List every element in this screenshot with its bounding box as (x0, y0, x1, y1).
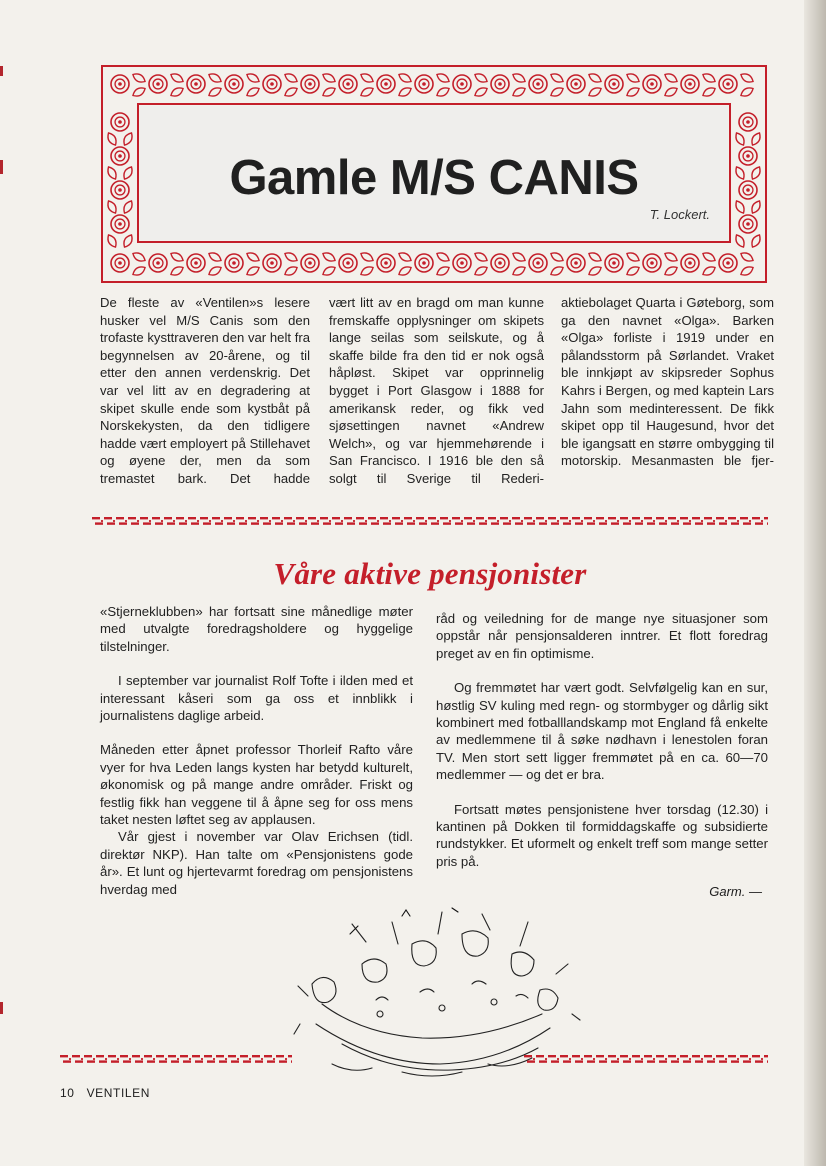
page-number: 10 (60, 1086, 75, 1100)
bottom-rule-pattern (60, 1054, 292, 1064)
article-column-2 (329, 294, 544, 488)
section-paragraph: Vår gjest i november var Olav Erichsen (tidl. direktør NKP). Han talte om «Pensjonistens gode år». Et lunt og hjertevarmt foredrag om pensjonistens hverdag med (100, 829, 413, 897)
article-paragraph: aktiebolaget Quarta i Gøteborg, som ga den navnet «Olga». Barken «Olga» forliste i 1919 under en pålandsstorm på Sørlandet. Vraket ble innkjøpt av skipsreder Sophus Kahrs i Bergen, og med kaptein Lars Jahn som medinteressent. De fikk skipet opp til Haugesund, hvor det ble igangsatt en større ombygging til motorskip. Mesanmasten ble fjer- (561, 295, 774, 469)
section-signature: Garm. — (709, 884, 762, 899)
section-title: Våre aktive pensjonister (273, 556, 587, 591)
article-title: Gamle M/S CANIS (229, 151, 639, 205)
page-footer (60, 1086, 162, 1100)
section-paragraph: Og fremmøtet har vært godt. Selvfølgelig kan en sur, høstlig SV kuling med regn- og stormbyger og dårlig sikt kombinert med fotballlandskamp mot England få enkelte av medlemmene til å søke nødhavn i lenestolen foran TV. Men stort sett ligger fremmøtet på en ca. 60—70 medlemmer — og det er bra. (436, 680, 768, 783)
left-margin-mark (0, 160, 3, 174)
section-paragraph: råd og veiledning for de mange nye situasjoner som oppstår når pensjonsalderen inntrer. Et flott foredrag preget av en fin optimisme. (436, 611, 768, 661)
ornamental-divider (92, 516, 768, 526)
section-column-right (436, 610, 768, 870)
title-frame (100, 64, 768, 284)
article-author: T. Lockert. (649, 207, 710, 222)
page-edge (804, 0, 826, 1166)
section-column-left (100, 603, 413, 898)
divider-pattern (92, 516, 768, 526)
left-margin-mark (0, 66, 3, 76)
magazine-name: VENTILEN (86, 1086, 151, 1100)
left-margin-mark (0, 1002, 3, 1014)
article-column-1 (100, 294, 310, 488)
section-paragraph: I september var journalist Rolf Tofte i ilden med et interessant kåseri som ga oss et innblikk i journalistens daglige arbeid. (100, 673, 413, 724)
bottom-rule-left (60, 1054, 292, 1064)
article-paragraph: vært litt av en bragd om man kunne fremskaffe opplysninger om skipets lange seilas som seilskute, og å skaffe bilde fra den tid er nok også håpløst. Skipet var opprinnelig bygget i Port Glasgow i 1888 for amerikansk reder, og fikk ved sjøsettingen navnet «Andrew Welch», og var hjemmehørende i San Francisco. I 1916 ble den så solgt til Sverige til Rederi- (329, 295, 544, 486)
bottom-rule-pattern (524, 1054, 768, 1064)
section-paragraph: «Stjerneklubben» har fortsatt sine månedlige møter med utvalgte foredragsholdere og hyggelige tilstelninger. (100, 604, 413, 654)
bottom-rule-right (524, 1054, 768, 1064)
article-column-3 (561, 294, 774, 470)
section-paragraph: Måneden etter åpnet professor Thorleif Rafto våre vyer for hva Leden langs kysten har betydd kulturelt, økonomisk og på mange andre områder. Friskt og festlig fikk han veggene til å åpne seg for oss mens taket nesten løftet seg av applausen. (100, 742, 413, 828)
section-paragraph: Fortsatt møtes pensjonistene hver torsdag (12.30) i kantinen på Dokken til formiddagskaffe og subsidierte rundstykker. Et uformelt og enkelt treff som mange setter pris på. (436, 801, 768, 869)
article-paragraph: De fleste av «Ventilen»s lesere husker vel M/S Canis som den trofaste kysttraveren den var helt fra begynnelsen av 20-årene, og til etter den annen verdenskrig. Det var vel litt av en degradering at skipet skulle ende som kystbåt på Norskekysten, da den tidligere hadde vært employert på Stillehavet og øyene der, men da som tremastet bark. Det hadde (100, 295, 310, 486)
